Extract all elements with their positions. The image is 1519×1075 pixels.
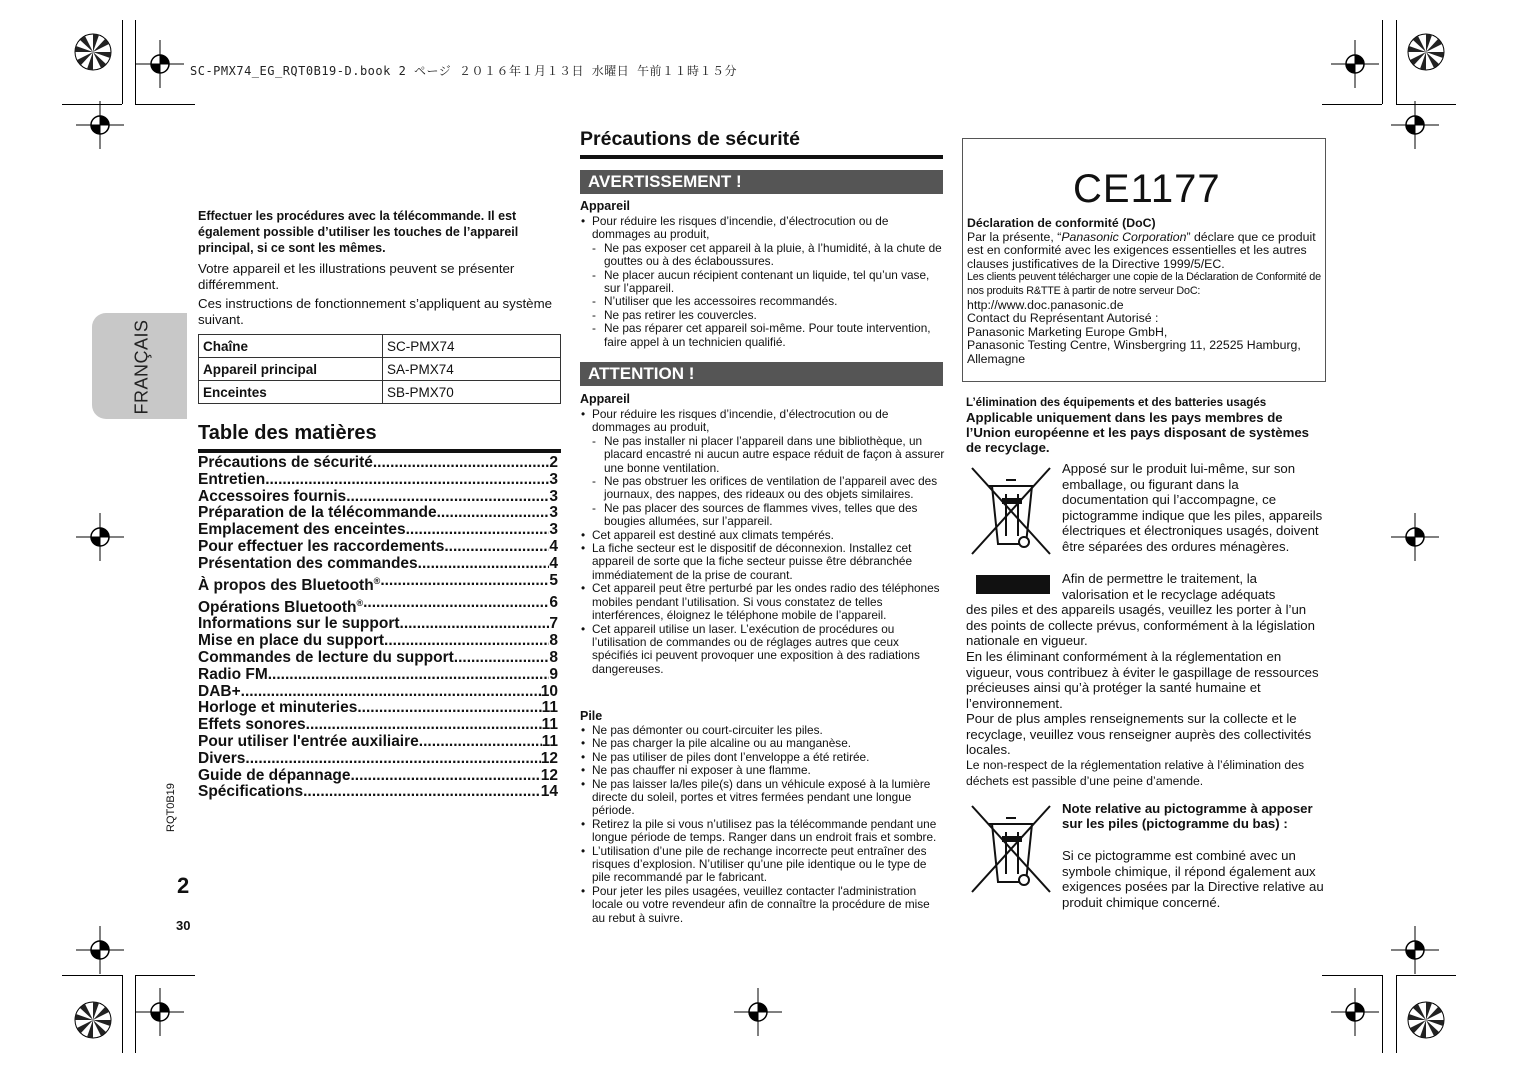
toc-entry-page: 3 xyxy=(549,488,558,505)
list-item: - Ne placer aucun récipient contenant un liquide, tel qu’un vase, sur l’appareil. xyxy=(592,269,946,296)
toc-leader-dots xyxy=(357,700,541,717)
disposal-paragraph-5: Le non-respect de la réglementation relative à l’élimination des déchets est passible d’une peine d’amende. xyxy=(966,758,1305,788)
toc-entry xyxy=(198,505,558,522)
list-item xyxy=(580,408,946,529)
disposal-paragraph-3: En les éliminant conformément à la réglementation en vigueur, vous contribuez à éviter le gaspillage de ressources précieuses ainsi qu’à protéger la santé humaine et l’environnement. xyxy=(966,649,1319,711)
page-number-small: 30 xyxy=(176,918,191,933)
toc-entry xyxy=(198,633,558,650)
toc-entry-title: Présentation des commandes xyxy=(198,555,418,572)
intro-paragraph-2: Ces instructions de fonctionnement s’appliquent au système suivant. xyxy=(198,296,553,327)
toc-leader-dots xyxy=(380,573,549,595)
section-title: Précautions de sécurité xyxy=(580,128,801,150)
toc-entry-page: 14 xyxy=(540,784,558,801)
toc-entry xyxy=(198,734,558,751)
toc-entry-page: 7 xyxy=(549,616,558,633)
list-item: • Ne pas charger la pile alcaline ou au manganèse. xyxy=(580,737,946,750)
list-item-text: Pour réduire les risques d’incendie, d’électrocution ou de dommages au produit, xyxy=(592,407,889,435)
table-cell-label: Appareil principal xyxy=(199,358,383,381)
table-cell-value: SC-PMX74 xyxy=(383,335,561,358)
conformity-download-note: Les clients peuvent télécharger une copie de la Déclaration de Conformité de nos produits R&TTE à partir de notre serveur DoC: xyxy=(967,271,1321,297)
toc-leader-dots xyxy=(346,489,549,506)
toc-entry-title: DAB+ xyxy=(198,683,241,700)
battery-subheading: Pile xyxy=(580,709,603,723)
toc-entry xyxy=(198,539,558,556)
toc-entry xyxy=(198,751,558,768)
representative-label: Contact du Représentant Autorisé : xyxy=(967,311,1159,326)
company-name: Panasonic Corporation xyxy=(1061,229,1187,244)
intro-paragraph-1: Votre appareil et les illustrations peuvent se présenter différemment. xyxy=(198,261,515,292)
toc-leader-dots xyxy=(406,522,550,539)
attention-list xyxy=(580,408,946,676)
list-item: - Ne pas installer ni placer l’appareil dans une bibliothèque, un placard encastré ni aucun autre espace réduit de façon à assurer une bonne ventilation. xyxy=(592,435,946,475)
toc-entry-page: 4 xyxy=(549,538,558,555)
toc-leader-dots xyxy=(418,556,550,573)
list-item: • Ne pas chauffer ni exposer à une flamme. xyxy=(580,764,946,777)
toc-leader-dots xyxy=(419,734,542,751)
toc-entry-title: Effets sonores xyxy=(198,717,306,734)
toc-entry-title: Accessoires fournis xyxy=(198,488,347,505)
toc-entry xyxy=(198,650,558,667)
toc-entry-title: Opérations Bluetooth® xyxy=(198,597,364,616)
system-table xyxy=(198,334,561,404)
toc-entry-title: Spécifications xyxy=(198,784,304,801)
toc-entry-title: Divers xyxy=(198,750,246,767)
toc-entry xyxy=(198,684,558,701)
toc-entry-title: Pour utiliser l'entrée auxiliaire xyxy=(198,734,419,751)
toc-entry-title: Horloge et minuteries xyxy=(198,700,358,717)
list-item: - Ne pas obstruer les orifices de ventilation de l’appareil avec des journaux, des nappes, des rideaux ou des objets similaires. xyxy=(592,475,946,502)
toc-leader-dots xyxy=(306,717,542,734)
toc-leader-dots xyxy=(303,784,541,801)
crossed-bin-icon xyxy=(966,462,1056,558)
conformity-text xyxy=(967,217,1323,367)
toc-entry xyxy=(198,616,558,633)
language-label: FRANÇAIS xyxy=(131,319,152,415)
list-item: • L’utilisation d’une pile de rechange incorrecte peut entraîner des risques d’explosion. N’utiliser qu’une pile identique ou le type de pile recommandé par le fabricant. xyxy=(580,845,946,885)
list-item: • Retirez la pile si vous n’utilisez pas la télécommande pendant une longue période de temps. Ranger dans un endroit frais et sombre. xyxy=(580,818,946,845)
toc-entry-page: 3 xyxy=(549,522,558,539)
representative-address: Panasonic Testing Centre, Winsbergring 11, 22525 Hamburg, Allemagne xyxy=(967,338,1301,366)
attention-bar: ATTENTION ! xyxy=(580,362,943,386)
toc-entry-title: Radio FM xyxy=(198,666,268,683)
toc-entry-title: Préparation de la télécommande xyxy=(198,505,437,522)
toc-leader-dots xyxy=(241,684,541,701)
toc-entry-page: 12 xyxy=(540,750,558,767)
battery-bin-icon xyxy=(966,800,1056,896)
toc-entry xyxy=(198,595,558,617)
list-item: - Ne pas réparer cet appareil soi-même. Pour toute intervention, faire appel à un technicien qualifié. xyxy=(592,322,946,349)
conformity-heading: Déclaration de conformité (DoC) xyxy=(967,216,1156,230)
list-item xyxy=(580,215,946,349)
warning-list xyxy=(580,215,946,349)
toc-entry-page: 2 xyxy=(549,455,558,471)
battery-note-heading: Note relative au pictogramme à apposer sur les piles (pictogramme du bas) : xyxy=(1062,801,1313,832)
list-item-text: Pour réduire les risques d’incendie, d’électrocution ou de dommages au produit, xyxy=(592,214,889,242)
toc-entry xyxy=(198,455,558,472)
toc-entry-title: Mise en place du support xyxy=(198,633,385,650)
toc-entry-page: 3 xyxy=(549,471,558,488)
list-item: • Ne pas laisser la/les pile(s) dans un véhicule exposé à la lumière directe du soleil, portes et vitres fermées pendant une longue période. xyxy=(580,778,946,818)
toc-entry xyxy=(198,700,558,717)
toc-entry-page: 11 xyxy=(541,700,558,717)
document-code: RQT0B19 xyxy=(165,783,177,832)
toc-entry-title: Guide de dépannage xyxy=(198,767,351,784)
list-item: • Cet appareil peut être perturbé par les ondes radio des téléphones mobiles pendant l’utilisation. Si vous constatez de telles interférences, éloignez le téléphone mobile de l’appareil. xyxy=(580,582,946,622)
toc-entry-page: 5 xyxy=(549,572,558,589)
toc-entry-page: 6 xyxy=(549,594,558,611)
battery-list xyxy=(580,724,946,925)
file-header: SC-PMX74_EG_RQT0B19-D.book 2 ページ ２０１６年１月１３日 水曜日 午前１１時１５分 xyxy=(190,64,737,78)
toc-entry-page: 8 xyxy=(549,633,558,650)
toc-leader-dots xyxy=(363,595,549,617)
list-item: • Ne pas démonter ou court-circuiter les piles. xyxy=(580,724,946,737)
table-row xyxy=(199,381,561,404)
toc-leader-dots xyxy=(350,768,540,785)
ce-mark: CE1177 xyxy=(1073,167,1221,211)
battery-note-text: Si ce pictogramme est combiné avec un symbole chimique, il répond également aux exigences posées par la Directive relative au produit chimique concerné. xyxy=(1062,848,1324,910)
toc-entry-title: Informations sur le support xyxy=(198,616,400,633)
toc-entry xyxy=(198,489,558,506)
list-item: • La fiche secteur est le dispositif de déconnexion. Installez cet appareil de sorte que la fiche secteur puisse être débranchée immédiatement de la prise de courant. xyxy=(580,542,946,582)
toc-entry-page: 4 xyxy=(549,555,558,572)
toc-leader-dots xyxy=(373,455,550,472)
toc-leader-dots xyxy=(444,539,549,556)
list-item: - Ne pas exposer cet appareil à la pluie, à l’humidité, à la chute de gouttes ou à des éclaboussures. xyxy=(592,242,946,269)
table-cell-label: Enceintes xyxy=(199,381,383,404)
toc-entry xyxy=(198,784,558,801)
toc-entry-title: Entretien xyxy=(198,471,266,488)
toc-entry xyxy=(198,768,558,785)
warning-subheading: Appareil xyxy=(580,199,631,213)
table-cell-label: Chaîne xyxy=(199,335,383,358)
attention-sublist xyxy=(592,435,946,529)
toc-entry xyxy=(198,573,558,595)
toc-entry-title: Précautions de sécurité xyxy=(198,455,373,471)
toc-entry xyxy=(198,522,558,539)
toc-leader-dots xyxy=(400,616,550,633)
language-tab xyxy=(92,313,187,419)
intro-note: Effectuer les procédures avec la télécommande. Il est également possible d’utiliser les touches de l’appareil principal, si ce sont les mêmes. xyxy=(198,209,519,255)
list-item: - N’utiliser que les accessoires recommandés. xyxy=(592,295,946,308)
disposal-black-bar xyxy=(976,575,1050,594)
toc-entry-title: À propos des Bluetooth® xyxy=(198,575,381,594)
toc-entry-page: 10 xyxy=(540,683,558,700)
toc-entry xyxy=(198,472,558,489)
representative-name: Panasonic Marketing Europe GmbH, xyxy=(967,324,1168,339)
disposal-heading-small: L’élimination des équipements et des batteries usagés xyxy=(966,396,1267,409)
conformity-box xyxy=(962,138,1326,382)
toc-leader-dots xyxy=(265,472,549,489)
list-item: - Ne pas placer des sources de flammes vives, telles que des bougies allumées, sur l’appareil. xyxy=(592,502,946,529)
list-item: • Cet appareil utilise un laser. L’exécution de procédures ou l’utilisation de commandes ou de réglages autres que ceux spécifiés ici peuvent provoquer une exposition à des radiations dangereuses. xyxy=(580,623,946,677)
disposal-paragraph-2a: Afin de permettre le traitement, la valorisation et le recyclage adéquats xyxy=(1062,571,1276,602)
toc-entry-page: 11 xyxy=(541,717,558,734)
toc-entry xyxy=(198,717,558,734)
list-item: • Cet appareil est destiné aux climats tempérés. xyxy=(580,529,946,542)
table-row xyxy=(199,358,561,381)
list-item: • Pour jeter les piles usagées, veuillez contacter l'administration locale ou votre revendeur afin de connaître la procédure de mise au rebut à suivre. xyxy=(580,885,946,925)
table-cell-value: SA-PMX74 xyxy=(383,358,561,381)
toc-leader-dots xyxy=(245,751,540,768)
toc-entry-title: Commandes de lecture du support xyxy=(198,650,454,667)
toc-entry xyxy=(198,556,558,573)
toc-entry-page: 3 xyxy=(549,505,558,522)
disposal-paragraph-1: Apposé sur le produit lui-même, sur son emballage, ou figurant dans la documentation qui l’accompagne, ce pictogramme indique que les piles, appareils électriques et électroniques usagés, doivent être séparées des ordures ménagères. xyxy=(1062,461,1323,554)
toc-entry-title: Emplacement des enceintes xyxy=(198,522,406,539)
toc-leader-dots xyxy=(454,650,550,667)
disposal-paragraph-2b: des piles et des appareils usagés, veuillez les porter à l’un des points de collecte prévus, conformément à la législation nationale en vigueur. xyxy=(966,602,1315,649)
warning-sublist xyxy=(592,242,946,349)
toc-title: Table des matières xyxy=(198,422,377,444)
toc-entry xyxy=(198,667,558,684)
toc-leader-dots xyxy=(384,633,549,650)
list-item: • Ne pas utiliser de piles dont l’enveloppe a été retirée. xyxy=(580,751,946,764)
toc-entry-page: 8 xyxy=(549,650,558,667)
conformity-url: http://www.doc.panasonic.de xyxy=(967,297,1124,312)
toc-entry-page: 11 xyxy=(541,734,558,751)
disposal-paragraph-4: Pour de plus amples renseignements sur la collecte et le recyclage, veuillez vous renseigner auprès des collectivités locales. xyxy=(966,711,1312,758)
toc-leader-dots xyxy=(437,505,550,522)
attention-subheading: Appareil xyxy=(580,392,631,406)
section-rule xyxy=(580,155,943,159)
list-item: - Ne pas retirer les couvercles. xyxy=(592,309,946,322)
toc-list xyxy=(198,455,558,801)
table-row xyxy=(199,335,561,358)
warning-bar: AVERTISSEMENT ! xyxy=(580,170,943,194)
toc-rule xyxy=(198,449,561,453)
toc-entry-page: 12 xyxy=(540,767,558,784)
toc-entry-page: 9 xyxy=(549,666,558,683)
toc-entry-title: Pour effectuer les raccordements xyxy=(198,538,445,555)
toc-leader-dots xyxy=(268,667,550,684)
table-cell-value: SB-PMX70 xyxy=(383,381,561,404)
page-number: 2 xyxy=(177,873,190,898)
conformity-statement: Par la présente, “Panasonic Corporation” déclare que ce produit est en conformité avec les exigences essentielles et les autres clauses justificatives de la Directive 1999/5/EC. xyxy=(967,229,1316,271)
disposal-heading: Applicable uniquement dans les pays membres de l’Union européenne et les pays disposant de systèmes de recyclage. xyxy=(966,410,1309,456)
